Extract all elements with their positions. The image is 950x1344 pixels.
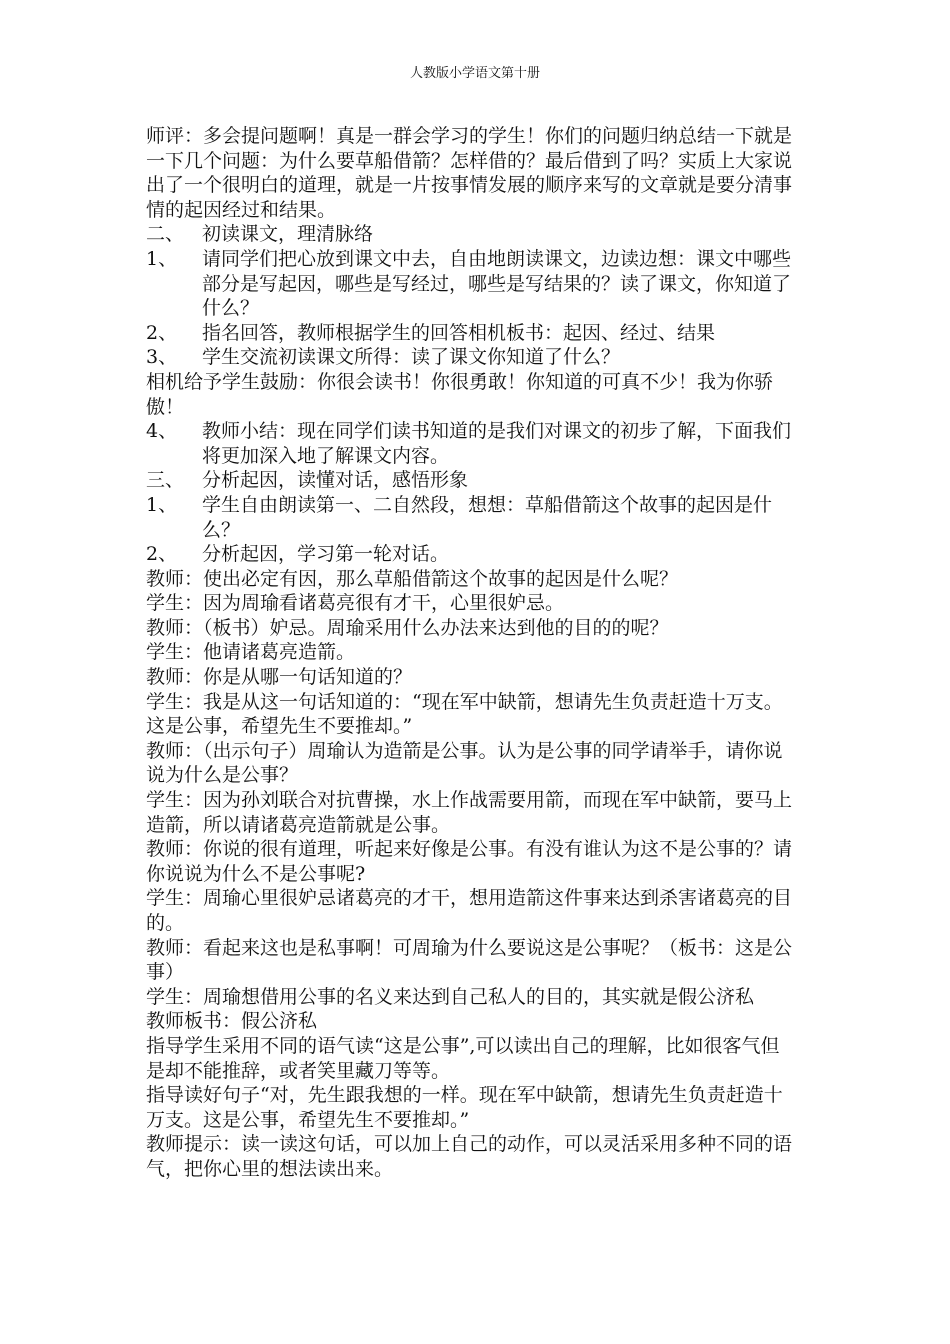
- list-item: [146, 345, 796, 370]
- page-header: 人教版小学语文第十册: [409, 66, 540, 81]
- list-text: 教师小结：现在同学们读书知道的是我们对课文的初步了解，下面我们将更加深入地了解课文内容。: [202, 420, 792, 467]
- list-text: 分析起因，学习第一轮对话。: [202, 543, 450, 566]
- dialogue-line: 教师：使出必定有因，那么草船借箭这个故事的起因是什么呢？: [146, 567, 679, 590]
- list-item: [146, 419, 796, 468]
- list-text: 学生交流初读课文所得：读了课文你知道了什么？: [202, 346, 621, 369]
- section-number: 二、: [146, 223, 185, 246]
- dialogue-line: 学生：他请诸葛亮造箭。: [146, 641, 356, 664]
- dialogue-line: 学生：周瑜心里很妒忌诸葛亮的才干，想用造箭这件事来达到杀害诸葛亮的目的。: [146, 887, 793, 934]
- dialogue-line: 教师：你是从哪一句话知道的？: [146, 666, 413, 689]
- list-item: [146, 321, 796, 346]
- section-heading: [146, 468, 796, 493]
- paragraph: 师评：多会提问题啊！真是一群会学习的学生！你们的问题归纳总结一下就是一下几个问题：为什么要草船借箭？怎样借的？最后借到了吗？实质上大家说出了一个很明白的道理，就是一片按事情发展的顺序来写的文章就是要分清事情的起因经过和结果。: [146, 125, 793, 221]
- list-text: 学生自由朗读第一、二自然段，想想：草船借箭这个故事的起因是什么？: [202, 493, 773, 541]
- dialogue-line: 学生：因为孙刘联合对抗曹操，水上作战需要用箭，而现在军中缺箭，要马上造箭，所以请诸葛亮造箭就是公事。: [146, 789, 793, 836]
- dialogue-line: 教师：（出示句子）周瑜认为造箭是公事。认为是公事的同学请举手，请你说说为什么是公事？: [146, 739, 783, 787]
- dialogue-line: 学生：因为周瑜看诸葛亮很有才干，心里很妒忌。: [146, 592, 565, 615]
- list-number: 2、: [146, 543, 178, 566]
- dialogue-line: 学生：周瑜想借用公事的名义来达到自己私人的目的，其实就是假公济私: [146, 985, 755, 1008]
- list-number: 4、: [146, 420, 178, 443]
- paragraph: 指导学生采用不同的语气读“这是公事”,可以读出自己的理解，比如很客气但是却不能推辞，或者笑里藏刀等等。: [146, 1034, 780, 1082]
- list-text: 指名回答，教师根据学生的回答相机板书：起因、经过、结果: [202, 321, 716, 344]
- section-title: 分析起因，读懂对话，感悟形象: [202, 469, 469, 492]
- dialogue-line: 教师板书：假公济私: [146, 1010, 318, 1033]
- dialogue-line: 教师：看起来这也是私事啊！可周瑜为什么要说这是公事呢？（板书：这是公事）: [146, 936, 793, 984]
- paragraph: 教师提示：读一读这句话，可以加上自己的动作，可以灵活采用多种不同的语气，把你心里的想法读出来。: [146, 1133, 793, 1180]
- section-heading: [146, 222, 796, 247]
- paragraph: 相机给予学生鼓励：你很会读书！你很勇敢！你知道的可真不少！我为你骄傲！: [146, 370, 774, 418]
- list-text: 请同学们把心放到课文中去，自由地朗读课文，边读边想：课文中哪些部分是写起因，哪些是写经过，哪些是写结果的？读了课文，你知道了什么？: [202, 247, 792, 320]
- list-item: [146, 247, 796, 321]
- list-item: [146, 493, 796, 542]
- section-number: 三、: [146, 469, 185, 492]
- dialogue-line: 学生：我是从这一句话知道的：“现在军中缺箭，想请先生负责赶造十万支。这是公事，希望先生不要推却。”: [146, 690, 783, 738]
- section-title: 初读课文，理清脉络: [202, 223, 374, 246]
- dialogue-line: 教师：你说的很有道理，听起来好像是公事。有没有谁认为这不是公事的？请你说说为什么不是公事呢?: [146, 838, 793, 885]
- list-number: 1、: [146, 247, 178, 270]
- list-item: [146, 542, 796, 567]
- paragraph: 指导读好句子“对，先生跟我想的一样。现在军中缺箭，想请先生负责赶造十万支。这是公事，希望先生不要推却。”: [146, 1084, 783, 1131]
- dialogue-line: 教师：（板书）妒忌。周瑜采用什么办法来达到他的目的的呢？: [146, 616, 669, 639]
- list-number: 2、: [146, 321, 178, 344]
- document-body: [146, 124, 796, 1182]
- list-number: 3、: [146, 346, 178, 369]
- list-number: 1、: [146, 493, 178, 516]
